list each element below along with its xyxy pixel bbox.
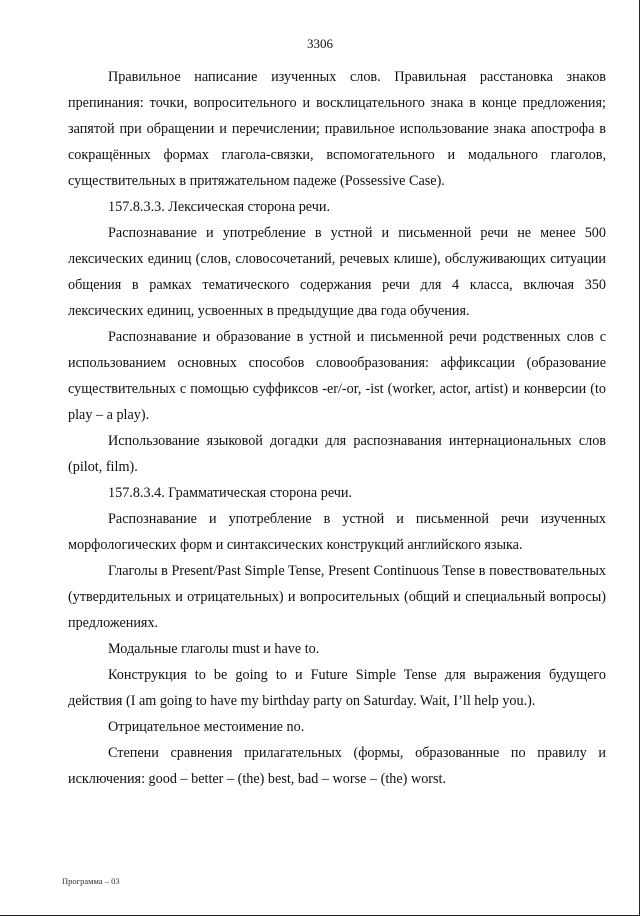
paragraph-language-guess: Использование языковой догадки для распознавания интернациональных слов (pilot, film).: [68, 433, 606, 475]
document-body: [68, 64, 606, 792]
paragraph-word-formation: Распознавание и образование в устной и письменной речи родственных слов с использованием основных способов словообразования: аффиксации (образование существительных с помощью суффиксов -er/-or, -ist (worker, actor, artist) и конверсии (to play – a play).: [68, 329, 606, 423]
paragraph-spelling-punctuation: Правильное написание изученных слов. Правильная расстановка знаков препинания: точки, вопросительного и восклицательного знака в конце предложения; запятой при обращении и перечислении; правильное использование знака апострофа в сокращённых формах глагола-связки, вспомогательного и модального глаголов, существительных в притяжательном падеже (Possessive Case).: [68, 69, 606, 189]
paragraph-grammar-forms: Распознавание и употребление в устной и письменной речи изученных морфологических форм и синтаксических конструкций английского языка.: [68, 511, 606, 553]
footer-label: Программа – 03: [62, 876, 120, 886]
paragraph-negative-pronoun: Отрицательное местоимение no.: [108, 719, 305, 735]
section-heading-lexical: 157.8.3.3. Лексическая сторона речи.: [108, 199, 331, 215]
paragraph-lexical-units: Распознавание и употребление в устной и письменной речи не менее 500 лексических единиц (слов, словосочетаний, речевых клише), обслуживающих ситуации общения в рамках тематического содержания речи для 4 класса, включая 350 лексических единиц, усвоенных в предыдущие два года обучения.: [68, 225, 606, 319]
page-number: 3306: [307, 36, 333, 51]
paragraph-future-construction: Конструкция to be going to и Future Simple Tense для выражения будущего действия (I am going to have my birthday party on Saturday. Wait, I’ll help you.).: [68, 667, 606, 709]
section-heading-grammar: 157.8.3.4. Грамматическая сторона речи.: [108, 485, 353, 501]
paragraph-modal-verbs: Модальные глаголы must и have to.: [108, 641, 320, 657]
paragraph-adjective-degrees: Степени сравнения прилагательных (формы, образованные по правилу и исключения: good – better – (the) best, bad – worse – (the) worst.: [68, 745, 606, 787]
paragraph-verb-tenses: Глаголы в Present/Past Simple Tense, Present Continuous Tense в повествовательных (утвердительных и отрицательных) и вопросительных (общий и специальный вопросы) предложениях.: [68, 563, 606, 631]
